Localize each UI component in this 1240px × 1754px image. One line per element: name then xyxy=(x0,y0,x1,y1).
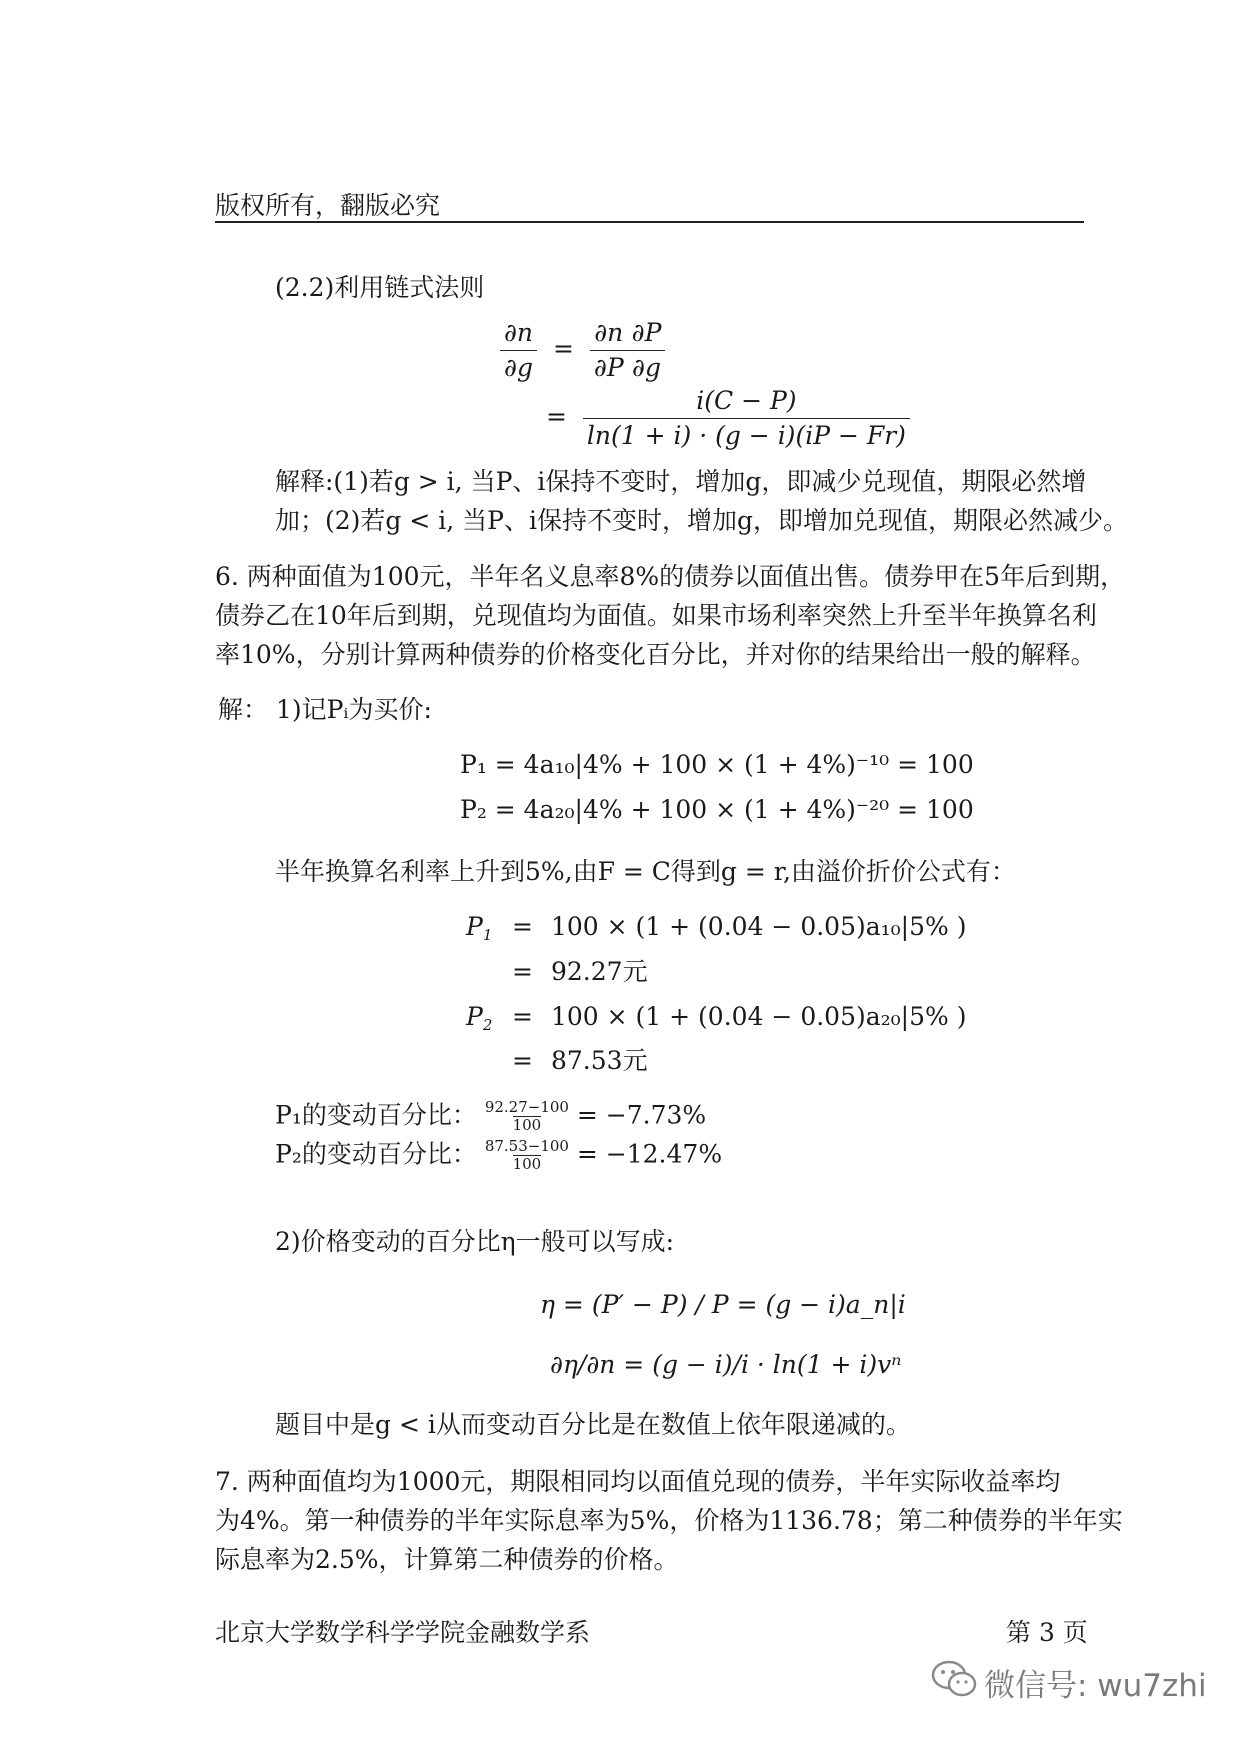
p1-change-result: = −7.73% xyxy=(576,1100,707,1130)
p1-new-formula: 100 × (1 + (0.04 − 0.05)a₁₀|5% ) xyxy=(551,912,967,941)
eq1-lhs: $\frac{\partial n}{\partial g}$ xyxy=(500,318,537,383)
p1-formula: P₁ = 4a₁₀|4% + 100 × (1 + 4%)⁻¹⁰ = 100 xyxy=(460,750,974,779)
p1-change-num: 92.27−100 xyxy=(484,1098,569,1116)
explanation-line-1: 解释:(1)若g > i, 当P、i保持不变时，增加g，即减少兑现值，期限必然增 xyxy=(275,467,1087,496)
eq2-denominator: ln(1 + i) · (g − i)(iP − Fr) xyxy=(583,418,910,451)
part2-intro: 2)价格变动的百分比η一般可以写成: xyxy=(275,1227,675,1256)
header-rule xyxy=(215,221,1084,223)
problem6-line-2: 债券乙在10年后到期，兑现值均为面值。如果市场利率突然上升至半年换算名利 xyxy=(215,601,1097,630)
p2-change-row xyxy=(275,1139,722,1173)
p1-value-eq-sign: = xyxy=(512,957,533,986)
problem6-line-1: 6. 两种面值为100元，半年名义息率8%的债券以面值出售。债券甲在5年后到期， xyxy=(215,562,1126,591)
wechat-icon xyxy=(930,1658,980,1704)
p2-formula: P₂ = 4a₂₀|4% + 100 × (1 + 4%)⁻²⁰ = 100 xyxy=(460,795,974,824)
conclusion: 题目中是g < i从而变动百分比是在数值上依年限递减的。 xyxy=(275,1410,911,1439)
p2-change-den: 100 xyxy=(512,1154,542,1173)
p1-new-value: 92.27元 xyxy=(551,957,648,986)
footer-page-number: 第 3 页 xyxy=(1006,1618,1088,1647)
p2-change-num: 87.53−100 xyxy=(484,1137,569,1155)
section-2-2-title: (2.2)利用链式法则 xyxy=(275,273,485,302)
watermark-text: 微信号: wu7zhi xyxy=(984,1668,1207,1704)
footer-institution: 北京大学数学科学学院金融数学系 xyxy=(215,1618,591,1647)
deta-formula: ∂η/∂n = (g − i)/i · ln(1 + i)vⁿ xyxy=(550,1350,902,1379)
explanation-line-2: 加；(2)若g < i, 当P、i保持不变时，增加g，即增加兑现值，期限必然减少。 xyxy=(275,506,1128,535)
problem7-line-3: 际息率为2.5%，计算第二种债券的价格。 xyxy=(215,1545,679,1574)
chain-rule-result: = $\frac{i(C - P)}{\ln(1 + i) \cdot (g - i)(iP - Fr)}$ xyxy=(538,386,910,451)
p1-new-label: $P_1$ xyxy=(466,912,493,944)
eta-formula: η = (P′ − P) / P = (g − i)a_n|i xyxy=(540,1290,906,1319)
p2-new-value: 87.53元 xyxy=(551,1046,648,1075)
problem7-line-2: 为4%。第一种债券的半年实际息率为5%，价格为1136.78；第二种债券的半年实 xyxy=(215,1506,1123,1535)
p2-new-label: $P_2$ xyxy=(466,1002,493,1034)
p1-new-eq-sign: = xyxy=(512,912,533,941)
rate-line: 半年换算名利率上升到5%,由F = C得到g = r,由溢价折价公式有： xyxy=(275,857,1016,886)
header-title: 版权所有，翻版必究 xyxy=(215,191,441,220)
p2-new-formula: 100 × (1 + (0.04 − 0.05)a₂₀|5% ) xyxy=(551,1002,967,1031)
p2-value-eq-sign: = xyxy=(512,1046,533,1075)
chain-rule-equation: $\frac{\partial n}{\partial g}$ = $\frac{\partial n}{\partial P}$ $\frac{\partial P}{\partial g}$ xyxy=(500,318,665,383)
p2-new-eq-sign: = xyxy=(512,1002,533,1031)
eq2-numerator: i(C − P) xyxy=(696,386,797,415)
p2-change-result: = −12.47% xyxy=(576,1139,723,1169)
p2-change-label: P₂的变动百分比： xyxy=(275,1139,477,1169)
problem7-line-1: 7. 两种面值均为1000元，期限相同均以面值兑现的债券，半年实际收益率均 xyxy=(215,1467,1061,1496)
p1-change-row xyxy=(275,1100,706,1134)
problem6-line-3: 率10%，分别计算两种债券的价格变化百分比，并对你的结果给出一般的解释。 xyxy=(215,640,1096,669)
p1-change-label: P₁的变动百分比： xyxy=(275,1100,477,1130)
p1-change-den: 100 xyxy=(512,1115,542,1134)
solution-intro: 解： 1)记Pᵢ为买价: xyxy=(218,695,432,724)
